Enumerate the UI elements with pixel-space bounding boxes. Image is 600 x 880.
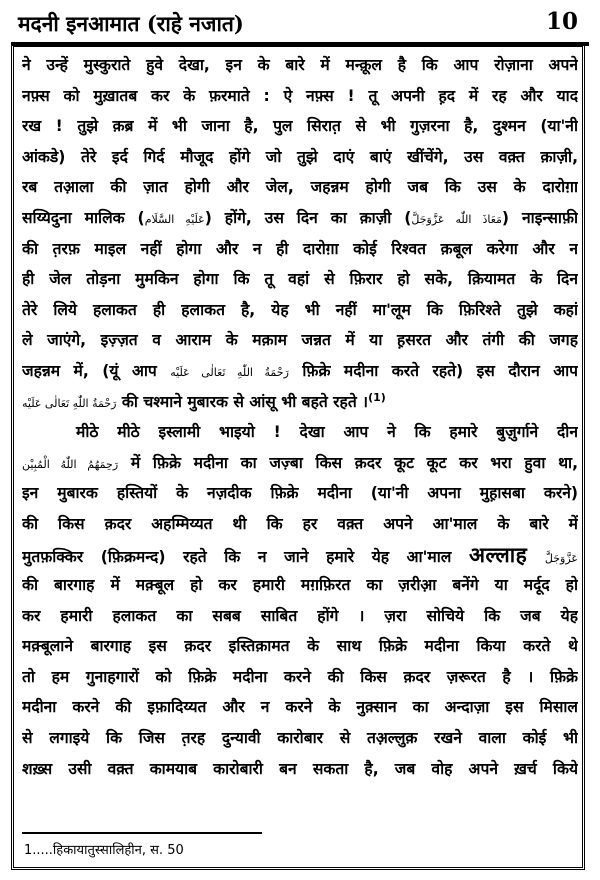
text-line xyxy=(22,172,578,203)
arabic-honorific: مَعَاذَ اللّٰه عَزَّوَجَلَّ xyxy=(411,212,502,226)
line-text: मुतफ़क्किर (फ़िक्रमन्द) रहते कि न जाने हमारे येह आ'माल xyxy=(22,547,469,566)
text-line xyxy=(22,478,578,509)
line-text: इन मुबारक हस्तियों के नज़दीक फ़िक्रे मदीना (या'नी अपना मुह़ासबा करने) xyxy=(22,484,578,503)
paragraph-start-line xyxy=(22,417,578,448)
arabic-honorific: رَحِمَهُمُ اللّٰهُ الْمُبِیْن xyxy=(22,457,119,471)
line-text: शख़्स उसी वक़्त कामयाब कारोबारी बन सकता है, जब वोह अपने ख़र्च किये xyxy=(22,759,578,778)
text-line xyxy=(22,81,578,112)
text-line xyxy=(22,754,578,785)
text-line xyxy=(22,111,578,142)
footnote-rule xyxy=(22,832,262,834)
text-line xyxy=(22,692,578,723)
line-text: जहन्नम में, (यूं आप xyxy=(22,361,171,380)
running-title: मदनी इनआमात (राहे नजात) xyxy=(18,11,244,36)
arabic-honorific: رَحْمَةُ اللّٰهِ تَعَالٰی عَلَیْه xyxy=(22,396,117,410)
text-line xyxy=(22,203,578,234)
line-text: रब तआ़ला की ज़ात होगी और जेल, जहन्नम होगी जब कि उस के दारोग़ा xyxy=(22,178,578,197)
line-text: तो हम गुनाहगारों को फ़िक्रे मदीना करने की किस क़दर ज़रूरत है । फ़िक्रे xyxy=(22,667,578,686)
line-text: की चश्माने मुबारक से आंसू भी बहते रहते । xyxy=(116,392,369,411)
body-text xyxy=(22,50,578,784)
line-text: से लगाइये कि जिस त़रह दुन्यावी कारोबार से तअ़ल्लुक़ रखने वाला कोई भी xyxy=(22,729,578,748)
text-line xyxy=(22,325,578,356)
text-line xyxy=(22,264,578,295)
page-number: 10 xyxy=(545,8,578,35)
text-line xyxy=(22,387,578,418)
line-text: मक़्बूलाने बारगाह इस क़दर इस्तिक़ामत के साथ फ़िक्रे मदीना किया करते थे xyxy=(22,637,578,656)
line-text: कर हमारी हलाकत का सबब साबित होंगे । ज़रा सोचिये कि जब येह xyxy=(22,606,578,625)
arabic-honorific: عَلَیْهِ السَّلَام xyxy=(144,212,205,226)
line-text: ने उन्हें मुस्कुराते हुवे देखा, इन के बारे में मन्क़ूल है कि आप रोज़ाना अपने xyxy=(22,56,578,74)
line-text: की बारगाह में मक़्बूल हो कर हमारी मग़फ़िरत का ज़रीआ़ बनेंगे या मर्दूद हो xyxy=(22,576,578,595)
text-line xyxy=(22,356,578,387)
line-text: सय्यिदुना मालिक ( xyxy=(22,208,145,227)
text-line xyxy=(22,142,578,173)
text-line xyxy=(22,234,578,265)
text-line xyxy=(22,662,578,693)
line-text: ले जाएंगे, इज़्ज़त व आराम के मक़ाम जन्नत में या ह़सरत और तंगी की जगह xyxy=(22,331,578,350)
line-text: तेरे लिये हलाकत ही हलाकत है, येह भी नहीं मा'लूम कि फ़िरिश्ते तुझे कहां xyxy=(22,300,578,319)
text-line xyxy=(22,540,578,571)
text-line xyxy=(22,448,578,479)
text-line xyxy=(22,570,578,601)
footnote: 1.....हिकायातुस्सालिहीन, स. 50 xyxy=(24,843,184,858)
line-text: आंकडे) तेरे इर्द गिर्द मौजूद होंगे जो तुझे दाएं बाएं खींचेंगे, उस वक़्त क़ाज़ी, xyxy=(22,147,578,166)
page-header xyxy=(12,4,588,44)
line-text: फ़िक्रे मदीना करते रहते) इस दौरान आप xyxy=(288,361,578,380)
text-line xyxy=(22,509,578,540)
paragraph-lead: मीठे मीठे इस्लामी भाइयो ! xyxy=(76,423,281,442)
footnote-marker[interactable]: (1) xyxy=(368,390,386,404)
allah-calligraphy: अल्लाह xyxy=(468,541,528,567)
line-text: मदीना करने की इफ़ादिय्यत और न करने के नुक़्सान का अन्दाज़ा इस मिसाल xyxy=(22,698,578,717)
line-text: की किस क़दर अहम्मिय्यत थी कि हर वक़्त अपने आ'माल के बारे में xyxy=(22,514,578,533)
line-text: ) नाइन्साफ़ी xyxy=(501,208,578,227)
line-text: देखा आप ने कि हमारे बुज़ुर्गाने दीन xyxy=(280,423,578,442)
line-text: में फ़िक्रे मदीना का जज़्बा किस क़दर कूट कूट कर भरा हुवा था, xyxy=(118,453,578,472)
text-line xyxy=(22,631,578,662)
arabic-honorific: رَحْمَةُ اللّٰهِ تَعَالٰی عَلَیْه xyxy=(170,365,289,379)
line-text: ही जेल तोड़ना मुमकिन होगा कि तू वहां से फ़िरार हो सके, क़ियामत के दिन xyxy=(22,270,578,289)
line-text: रख ! तुझे क़ब्र में भी जाना है, पुल सिरात़ से भी गुज़रना है, दुश्मन (या'नी xyxy=(22,117,578,136)
line-text: नफ़्स को मुख़ातब कर के फ़रमाते : ऐ नफ़्स ! तू अपनी ह़द में रह और याद xyxy=(22,86,578,105)
arabic-honorific: عَزَّوَجَلَّ xyxy=(544,551,578,565)
text-line xyxy=(22,50,578,81)
line-text: की त़रफ़ माइल नहीं होगा और न ही दारोग़ा कोई रिश्वत क़बूल करेगा और न xyxy=(22,239,578,258)
text-line xyxy=(22,601,578,632)
line-text: ) होंगे, उस दिन का क़ाज़ी ( xyxy=(204,208,412,227)
text-line xyxy=(22,295,578,326)
text-line xyxy=(22,723,578,754)
